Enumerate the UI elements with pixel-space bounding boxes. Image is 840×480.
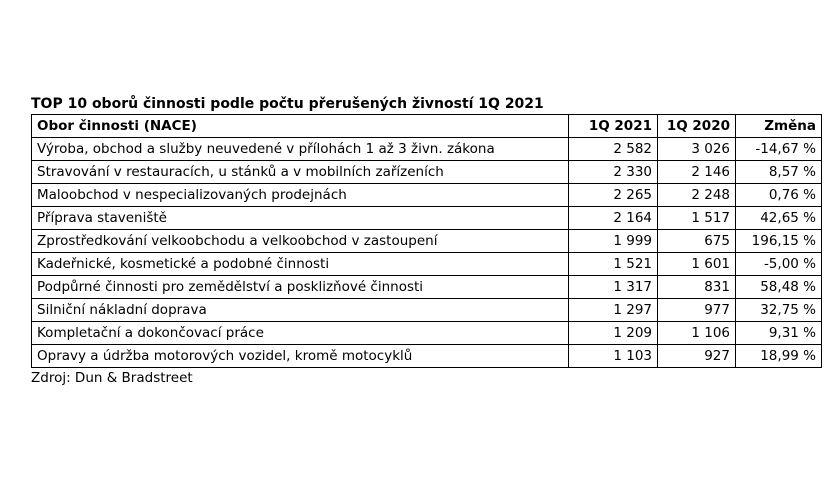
header-change: Změna xyxy=(736,115,822,138)
value-2020-cell: 831 xyxy=(658,276,736,299)
source-note: Zdroj: Dun & Bradstreet xyxy=(31,370,193,386)
activity-cell: Stravování v restauracích, u stánků a v mobilních zařízeních xyxy=(32,161,569,184)
value-2020-cell: 927 xyxy=(658,345,736,368)
table-row xyxy=(32,299,822,322)
header-1q-2021: 1Q 2021 xyxy=(569,115,658,138)
change-cell: -14,67 % xyxy=(736,138,822,161)
value-2021-cell: 1 999 xyxy=(569,230,658,253)
activity-cell: Maloobchod v nespecializovaných prodejnách xyxy=(32,184,569,207)
value-2020-cell: 1 601 xyxy=(658,253,736,276)
change-cell: 58,48 % xyxy=(736,276,822,299)
value-2020-cell: 1 517 xyxy=(658,207,736,230)
value-2020-cell: 1 106 xyxy=(658,322,736,345)
activity-cell: Kadeřnické, kosmetické a podobné činnosti xyxy=(32,253,569,276)
activity-cell: Kompletační a dokončovací práce xyxy=(32,322,569,345)
table-title: TOP 10 oborů činnosti podle počtu přerušených živností 1Q 2021 xyxy=(31,96,544,112)
value-2020-cell: 2 248 xyxy=(658,184,736,207)
activity-cell: Zprostředkování velkoobchodu a velkoobchod v zastoupení xyxy=(32,230,569,253)
value-2021-cell: 2 582 xyxy=(569,138,658,161)
table-row xyxy=(32,184,822,207)
table-row xyxy=(32,161,822,184)
value-2021-cell: 1 317 xyxy=(569,276,658,299)
value-2020-cell: 3 026 xyxy=(658,138,736,161)
change-cell: 18,99 % xyxy=(736,345,822,368)
table-row xyxy=(32,207,822,230)
activity-cell: Výroba, obchod a služby neuvedené v přílohách 1 až 3 živn. zákona xyxy=(32,138,569,161)
change-cell: 9,31 % xyxy=(736,322,822,345)
activity-cell: Opravy a údržba motorových vozidel, kromě motocyklů xyxy=(32,345,569,368)
activity-cell: Příprava staveniště xyxy=(32,207,569,230)
table-row xyxy=(32,322,822,345)
value-2021-cell: 1 103 xyxy=(569,345,658,368)
change-cell: 32,75 % xyxy=(736,299,822,322)
change-cell: 0,76 % xyxy=(736,184,822,207)
data-table xyxy=(31,114,822,368)
value-2020-cell: 2 146 xyxy=(658,161,736,184)
change-cell: 42,65 % xyxy=(736,207,822,230)
value-2021-cell: 1 209 xyxy=(569,322,658,345)
table-row xyxy=(32,345,822,368)
table-row xyxy=(32,253,822,276)
table-row xyxy=(32,230,822,253)
table-row xyxy=(32,276,822,299)
activity-cell: Podpůrné činnosti pro zemědělství a posklizňové činnosti xyxy=(32,276,569,299)
value-2021-cell: 1 297 xyxy=(569,299,658,322)
change-cell: -5,00 % xyxy=(736,253,822,276)
value-2021-cell: 1 521 xyxy=(569,253,658,276)
change-cell: 196,15 % xyxy=(736,230,822,253)
change-cell: 8,57 % xyxy=(736,161,822,184)
value-2021-cell: 2 164 xyxy=(569,207,658,230)
header-row xyxy=(32,115,822,138)
activity-cell: Silniční nákladní doprava xyxy=(32,299,569,322)
value-2020-cell: 977 xyxy=(658,299,736,322)
table-figure xyxy=(31,96,821,386)
header-1q-2020: 1Q 2020 xyxy=(658,115,736,138)
table-row xyxy=(32,138,822,161)
value-2020-cell: 675 xyxy=(658,230,736,253)
header-activity: Obor činnosti (NACE) xyxy=(32,115,569,138)
value-2021-cell: 2 265 xyxy=(569,184,658,207)
value-2021-cell: 2 330 xyxy=(569,161,658,184)
